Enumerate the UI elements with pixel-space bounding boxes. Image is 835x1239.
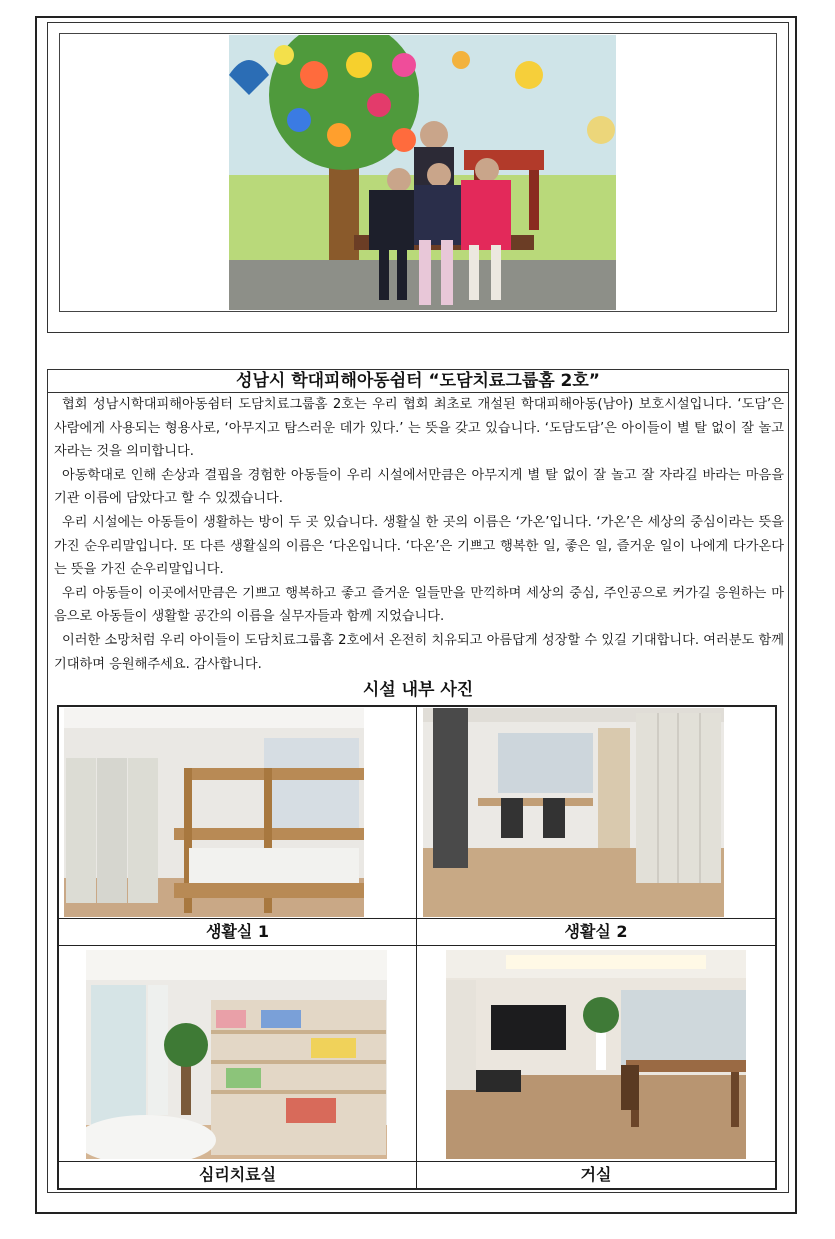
mural-group-photo <box>229 35 616 310</box>
article-title: 성남시 학대피해아동쉼터 “도담치료그룹홈 2호” <box>48 370 788 393</box>
article-body <box>54 393 784 676</box>
article-paragraph: 협회 성남시학대피해아동쉼터 도담치료그룹홈 2호는 우리 협회 최초로 개설된 학대피해아동(남아) 보호시설입니다. ‘도담’은 사람에게 사용되는 형용사로, ‘아무지고 탐스러운 데가 있다.’ 는 뜻을 갖고 있습니다. ‘도담도담’은 아이들이 별 탈 없이 잘 놀고 자라는 것을 의미합니다. <box>54 397 784 460</box>
photo-caption: 심리치료실 <box>198 1165 277 1184</box>
article-paragraph: 우리 아동들이 이곳에서만큼은 기쁘고 행복하고 좋고 즐거운 일들만을 만끽하며 세상의 중심, 주인공으로 커가길 응원하는 마음으로 아동들이 생활할 공간의 이름을 실무자들과 함께 지었습니다. <box>54 585 784 625</box>
photo-caption: 생활실 1 <box>205 922 270 941</box>
room-photo-bedroom-2 <box>423 708 724 917</box>
article-paragraph: 이러한 소망처럼 우리 아이들이 도담치료그룹홈 2호에서 온전히 치유되고 아름답게 성장할 수 있길 기대합니다. 여러분도 함께 기대하며 응원해주세요. 감사합니다. <box>54 632 784 672</box>
gallery-title: 시설 내부 사진 <box>362 680 474 700</box>
grid-divider <box>416 705 417 1190</box>
room-photo-therapy-room <box>86 950 387 1159</box>
article-paragraph: 우리 시설에는 아동들이 생활하는 방이 두 곳 있습니다. 생활실 한 곳의 이름은 ‘가온’입니다. ‘가온’은 세상의 중심이라는 뜻을 가진 순우리말입니다. 또 다른 생활실의 이름은 ‘다온입니다. ‘다온’은 기쁘고 행복한 일, 좋은 일, 즐거운 일이 나에게 다가온다는 뜻을 가진 순우리말입니다. <box>54 514 784 578</box>
photo-caption: 거실 <box>580 1165 612 1184</box>
room-photo-living-room <box>446 950 746 1159</box>
room-photo-bedroom-1 <box>64 708 364 917</box>
grid-divider <box>57 945 777 946</box>
article-paragraph: 아동학대로 인해 손상과 결핍을 경험한 아동들이 우리 시설에서만큼은 아무지게 별 탈 없이 잘 놀고 잘 자라길 바라는 마음을 기관 이름에 담았다고 할 수 있겠습니다. <box>54 467 784 507</box>
photo-caption: 생활실 2 <box>564 922 628 941</box>
